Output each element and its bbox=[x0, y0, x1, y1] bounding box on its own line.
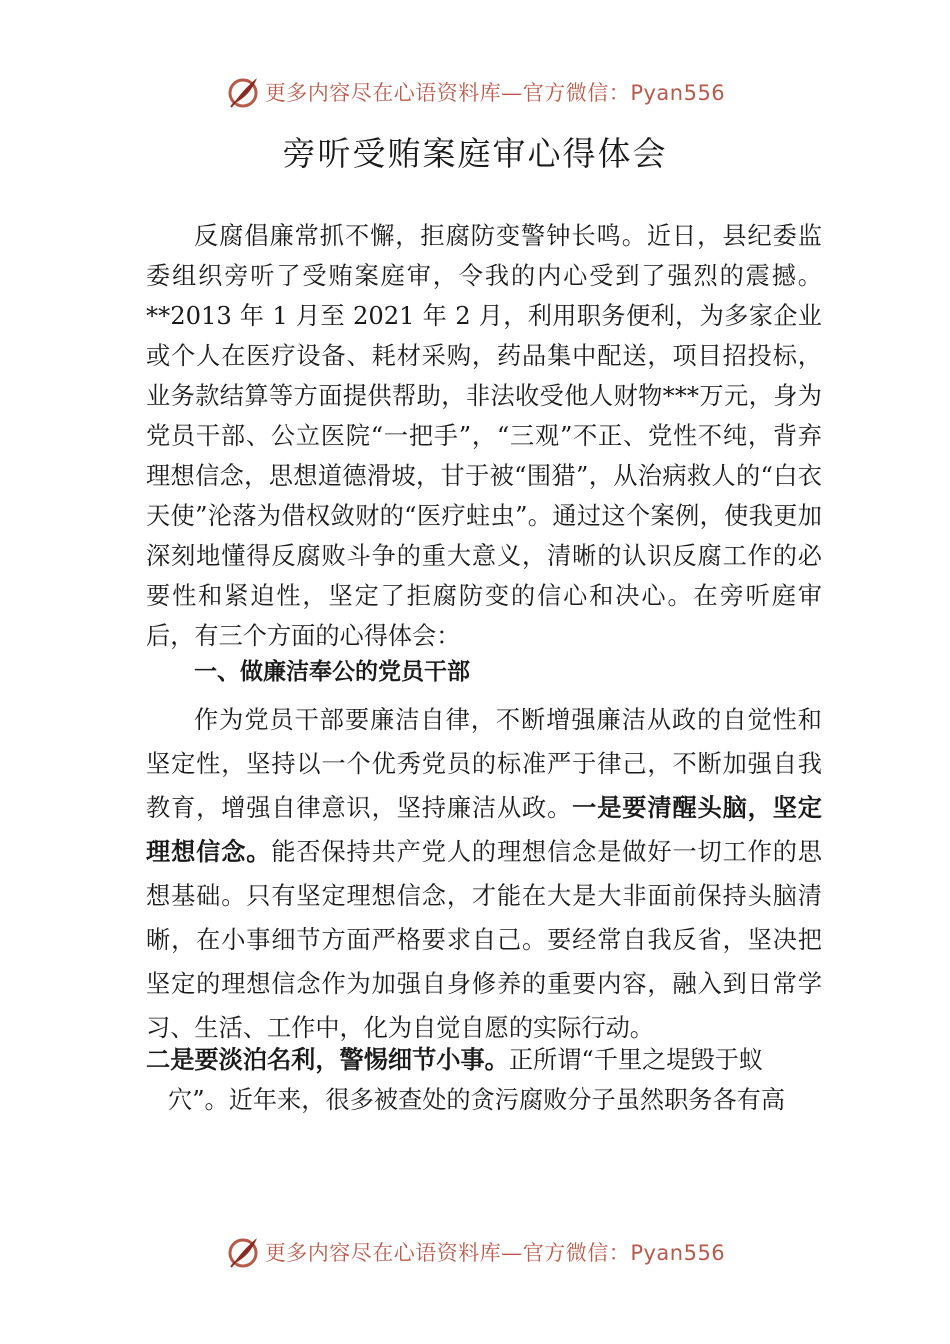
section-1-text: 作为党员干部要廉洁自律，不断增强廉洁从政的自觉性和坚定性，坚持以一个优秀党员的标准严于律己，不断加强自我教育，增强自律意识，坚持廉洁从政。 bbox=[146, 706, 822, 822]
header-banner bbox=[0, 72, 950, 112]
point-2-heading: 二是要淡泊名利，警惕细节小事。 bbox=[146, 1046, 509, 1074]
section-1-paragraph bbox=[146, 698, 822, 1050]
intro-paragraph: 反腐倡廉常抓不懈，拒腐防变警钟长鸣。近日，县纪委监委组织旁听了受贿案庭审，令我的内心受到了强烈的震撼。**2013 年 1 月至 2021 年 2 月，利用职务便利，为多家企业或个人在医疗设备、耗材采购，药品集中配送，项目招投标，业务款结算等方面提供帮助，非法收受他人财物***万元，身为党员干部、公立医院“一把手”，“三观”不正、党性不纯，背弃理想信念，思想道德滑坡，甘于被“围猎”，从治病救人的“白衣天使”沦落为借权敛财的“医疗蛀虫”。通过这个案例，使我更加深刻地懂得反腐败斗争的重大意义，清晰的认识反腐工作的必要性和紧迫性，坚定了拒腐防变的信心和决心。在旁听庭审后，有三个方面的心得体会： bbox=[146, 222, 822, 650]
point-1-heading: 一是要清醒头脑，坚定理想信念。 bbox=[146, 794, 822, 866]
footer-banner bbox=[0, 1232, 950, 1272]
banner-text: 更多内容尽在心语资料库—官方微信：Pyan556 bbox=[264, 1241, 726, 1265]
point-1-text: 能否保持共产党人的理想信念是做好一切工作的思想基础。只有坚定理想信念，才能在大是大非面前保持头脑清晰，在小事细节方面严格要求自己。要经常自我反省，坚决把坚定的理想信念作为加强自身修养的重要内容，融入到日常学习、生活、工作中，化为自觉自愿的实际行动。 bbox=[146, 838, 822, 1042]
quill-circle-icon bbox=[225, 1234, 261, 1270]
point-2-paragraph bbox=[146, 1040, 822, 1120]
point-2-text-line2: 穴”。近年来，很多被查处的贪污腐败分子虽然职务各有高 bbox=[168, 1086, 786, 1114]
document-title: 旁听受贿案庭审心得体会 bbox=[282, 134, 668, 173]
wechat-id: Pyan556 bbox=[630, 81, 726, 105]
banner-text: 更多内容尽在心语资料库—官方微信：Pyan556 bbox=[264, 81, 726, 105]
wechat-id: Pyan556 bbox=[630, 1241, 726, 1265]
section-heading-1: 一、做廉洁奉公的党员干部 bbox=[194, 659, 470, 685]
quill-circle-icon bbox=[225, 74, 261, 110]
point-2-text-line1: 正所谓“千里之堤毁于蚁 bbox=[508, 1046, 764, 1074]
